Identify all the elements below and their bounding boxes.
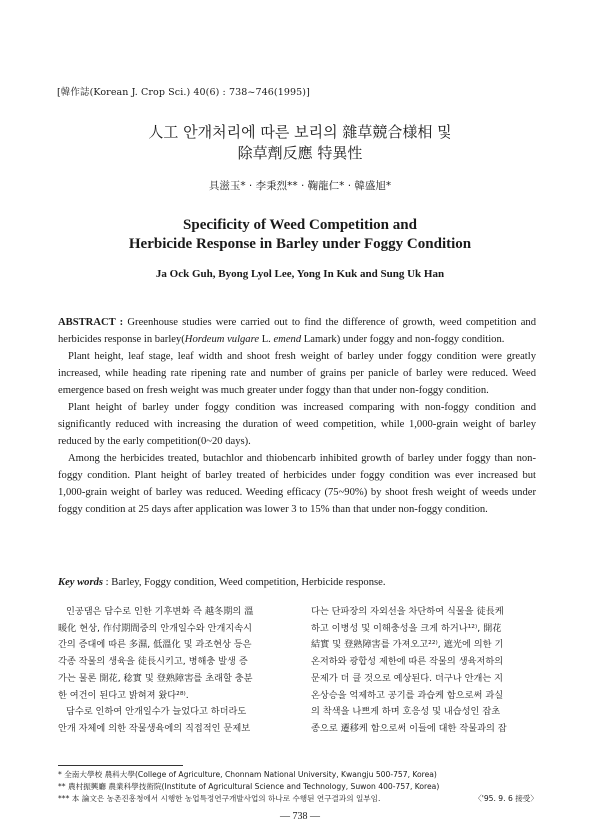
body-right-line: 다는 단파장의 자외선을 차단하여 식물을 徒長케 xyxy=(311,606,504,617)
body-left-line: 담수로 인하여 안개일수가 늘었다고 하더라도 xyxy=(66,706,247,718)
abstract-paragraph-1 xyxy=(58,314,536,348)
body-left-line: 인공댐은 담수로 인한 기후변화 즉 越冬期의 溫 xyxy=(66,606,254,617)
abstract-p1-text-c: Lamark) under foggy and non-foggy condition. xyxy=(301,334,505,345)
keywords-text: : Barley, Foggy condition, Weed competition, Herbicide response. xyxy=(103,577,386,588)
footnote-affiliation-2: ** 農村振興廳 農業科學技術院(Institute of Agricultural Science and Technology, Suwon 400-757, Korea) xyxy=(58,782,440,791)
english-title-line-1: Specificity of Weed Competition and xyxy=(183,217,417,233)
body-left-line: 한 여건이 된다고 밝혀져 왔다²⁸⁾. xyxy=(58,689,189,701)
body-left-line: 가는 물론 開花, 稔實 및 登熟障害를 초래할 충분 xyxy=(58,672,253,684)
abstract xyxy=(58,314,536,518)
korean-title-line-1: 人工 안개처리에 따른 보리의 雜草競合様相 및 xyxy=(148,123,452,141)
abstract-paragraph-2: Plant height, leaf stage, leaf width and shoot fresh weight of barley under foggy condition were greatly increased, while heading rate ripening rate and number of grains per panicle of barley were reduced. Weed emergence based on fresh weight was much greater under foggy than that under non-foggy condition. xyxy=(58,351,536,396)
body-right-line: 온상승을 억제하고 공기를 과습케 함으로써 과실 xyxy=(311,689,504,701)
abstract-paragraph-4: Among the herbicides treated, butachlor and thiobencarb inhibited growth of barley under foggy than non-foggy condition. Plant height of barley treated of herbicides under foggy condition was ever increased but 1,000-grain weight of barley was reduced. Weeding efficacy (75~90%) by shoot fresh weight of weeds under foggy condition at 25 days after application was lower 3 to 15% than that under non-foggy condition. xyxy=(58,453,536,515)
english-authors: Ja Ock Guh, Byong Lyol Lee, Yong In Kuk and Sung Uk Han xyxy=(155,268,445,280)
body-column-right xyxy=(311,604,543,738)
body-right-line: 온저하와 광합성 제한에 따른 작물의 생육저하의 xyxy=(311,656,504,668)
footnote-affiliation-1: * 全南大學校 農科大學(College of Agriculture, Chonnam National University, Kwangju 500-757, Korea) xyxy=(58,770,437,779)
abstract-p1-text-a: Greenhouse studies were carried out to find the difference of growth, weed competition and herbicides response in barley( xyxy=(58,317,536,345)
body-right-line: 의 착색을 나쁘게 하며 호응성 및 내습성인 잡초 xyxy=(311,706,501,718)
abstract-p1-text-b: L. xyxy=(259,334,274,345)
korean-authors: 具滋玉* · 李秉烈** · 鞠龍仁* · 韓盛旭* xyxy=(208,180,392,192)
keywords xyxy=(58,577,536,588)
body-column-left xyxy=(58,604,290,738)
abstract-paragraph-3: Plant height of barley under foggy condition was increased comparing with non-foggy condition and significantly reduced with increasing the duration of weed competition, while 1,000-grain weight of barley reduced by the early competition(0~20 days). xyxy=(58,402,536,447)
body-left-line: 暖化 현상, 作付期間중의 안개일수와 안개지속시 xyxy=(58,622,252,634)
page-number: — 738 — xyxy=(280,811,320,822)
body-left-line: 각종 작물의 생육을 徒長시키고, 병해충 발생 증 xyxy=(58,656,248,668)
abstract-species-name: Hordeum vulgare xyxy=(184,334,260,345)
body-left-line: 간의 증대에 따른 多濕, 低溫化 및 과조현상 등은 xyxy=(58,639,252,651)
journal-reference: [韓作誌(Korean J. Crop Sci.) 40(6) : 738~746(1995)] xyxy=(57,87,310,98)
keywords-label: Key words xyxy=(58,577,104,588)
body-right-line: 結實 및 登熟障害를 가져오고²²⁾, 遮光에 의한 기 xyxy=(311,639,504,651)
body-right-line: 종으로 遷移케 함으로써 이들에 대한 작물과의 잡 xyxy=(311,722,507,734)
body-left-line: 안개 자체에 의한 작물생육에의 직접적인 문제보 xyxy=(58,722,251,734)
abstract-label: ABSTRACT : xyxy=(58,317,124,328)
korean-title-line-2: 除草劑反應 特異性 xyxy=(237,144,363,162)
body-right-line: 문제가 더 클 것으로 예상된다. 더구나 안개는 지 xyxy=(311,672,503,684)
footnote-funding: *** 本 論文은 농촌진흥청에서 시행한 농업특정연구개발사업의 하나로 수행된 연구결과의 일부임. xyxy=(58,794,381,803)
abstract-emend: emend xyxy=(273,334,302,345)
english-title-line-2: Herbicide Response in Barley under Foggy Condition xyxy=(128,236,472,252)
received-date: 〈'95. 9. 6 接受〉 xyxy=(474,794,538,803)
footnote-divider xyxy=(58,765,183,766)
body-right-line: 하고 이병성 및 이해충성을 크게 하거나¹²⁾, 開花 xyxy=(311,622,502,634)
